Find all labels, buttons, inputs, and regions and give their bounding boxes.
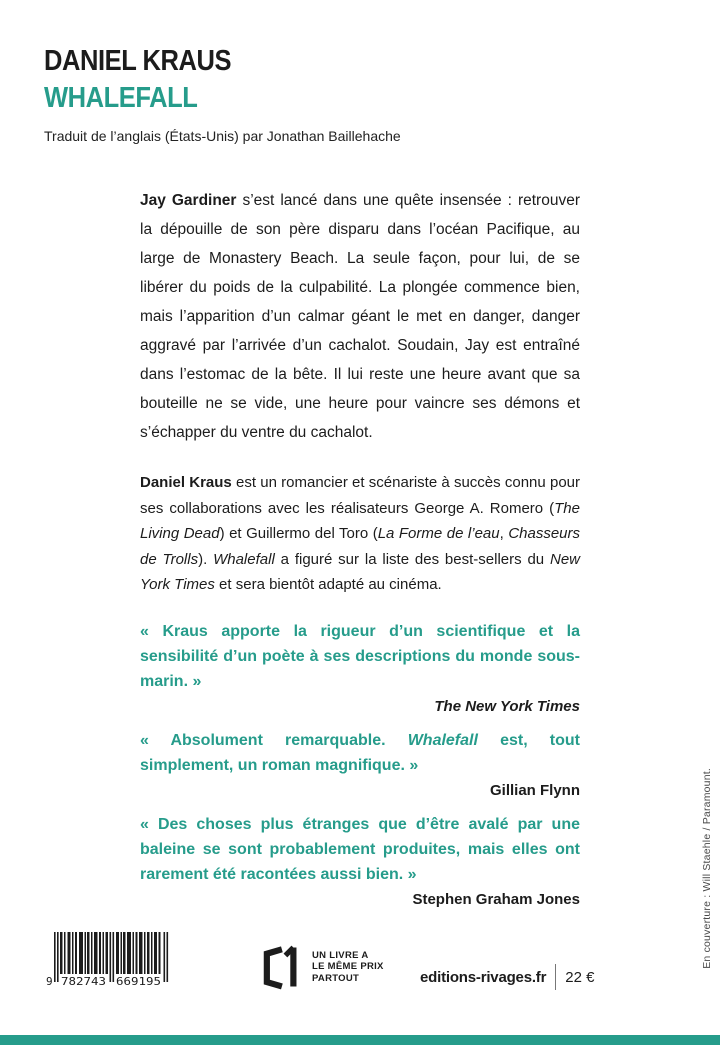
isbn-barcode (46, 932, 178, 992)
single-price-logo-text (312, 950, 384, 985)
author-bio-paragraph: Daniel Kraus est un romancier et scénariste à succès connu pour ses collaborations avec les réalisateurs George A. Romero (The Living Dead) et Guillermo del Toro (La Forme de l’eau, Chasseurs de Trolls). Whalefall a figuré sur la liste des best-sellers du New York Times et sera bientôt adapté au cinéma. (140, 474, 581, 593)
quote-text: « Des choses plus étranges que d’être avalé par une baleine se sont probablement produites, mais elles ont rarement été racontées aussi bien. » (140, 815, 580, 883)
open-book-icon (258, 944, 304, 990)
accent-bottom-bar (0, 1035, 720, 1045)
price-logo-line: UN LIVRE A (312, 949, 369, 961)
quote-attribution: The New York Times (434, 697, 580, 715)
cover-art-credit: En couverture : Will Staehle / Paramount. (701, 768, 713, 969)
price-tag: 22 € (565, 968, 595, 986)
quote-text: « Kraus apporte la rigueur d’un scientifique et la sensibilité d’un poète à ses descriptions du monde sous-marin. » (140, 622, 580, 690)
isbn-digits-group1: 782743 (61, 975, 106, 988)
press-quote (140, 812, 580, 908)
divider (555, 964, 556, 990)
book-title: WHALEFALL (44, 82, 198, 115)
quote-attribution: Stephen Graham Jones (412, 890, 580, 908)
quote-text: « Absolument remarquable. Whalefall est, tout simplement, un roman magnifique. » (140, 731, 580, 774)
header (44, 46, 401, 144)
back-cover-text (140, 186, 580, 908)
quote-attribution: Gillian Flynn (489, 781, 580, 799)
publisher-site-and-price (420, 964, 594, 990)
single-price-logo (258, 944, 384, 990)
price-logo-line: LE MÊME PRIX (312, 961, 384, 973)
translator-credit: Traduit de l’anglais (États-Unis) par Jonathan Baillehache (44, 127, 401, 144)
isbn-digit-left: 9 (46, 975, 53, 988)
publisher-website: editions-rivages.fr (420, 968, 547, 986)
press-quote (140, 728, 580, 799)
price-logo-line: PARTOUT (312, 972, 360, 984)
synopsis-paragraph: Jay Gardiner s’est lancé dans une quête insensée : retrouver la dépouille de son père disparu dans l’océan Pacifique, au large de Monastery Beach. La seule façon, pour lui, de se libérer du poids de la culpabilité. La plongée commence bien, mais l’apparition d’un calmar géant le met en danger, danger aggravé par l’arrivée d’un cachalot. Soudain, Jay est entraîné dans l’estomac de la bête. Il lui reste une heure avant que sa bouteille ne se vide, une heure pour vaincre ses démons et s’échapper du ventre du cachalot. (140, 192, 580, 441)
barcode-icon (46, 932, 178, 992)
press-quote (140, 619, 580, 715)
isbn-digits-group2: 669195 (116, 975, 161, 988)
press-quotes (140, 619, 580, 908)
author-name: DANIEL KRAUS (44, 45, 232, 77)
